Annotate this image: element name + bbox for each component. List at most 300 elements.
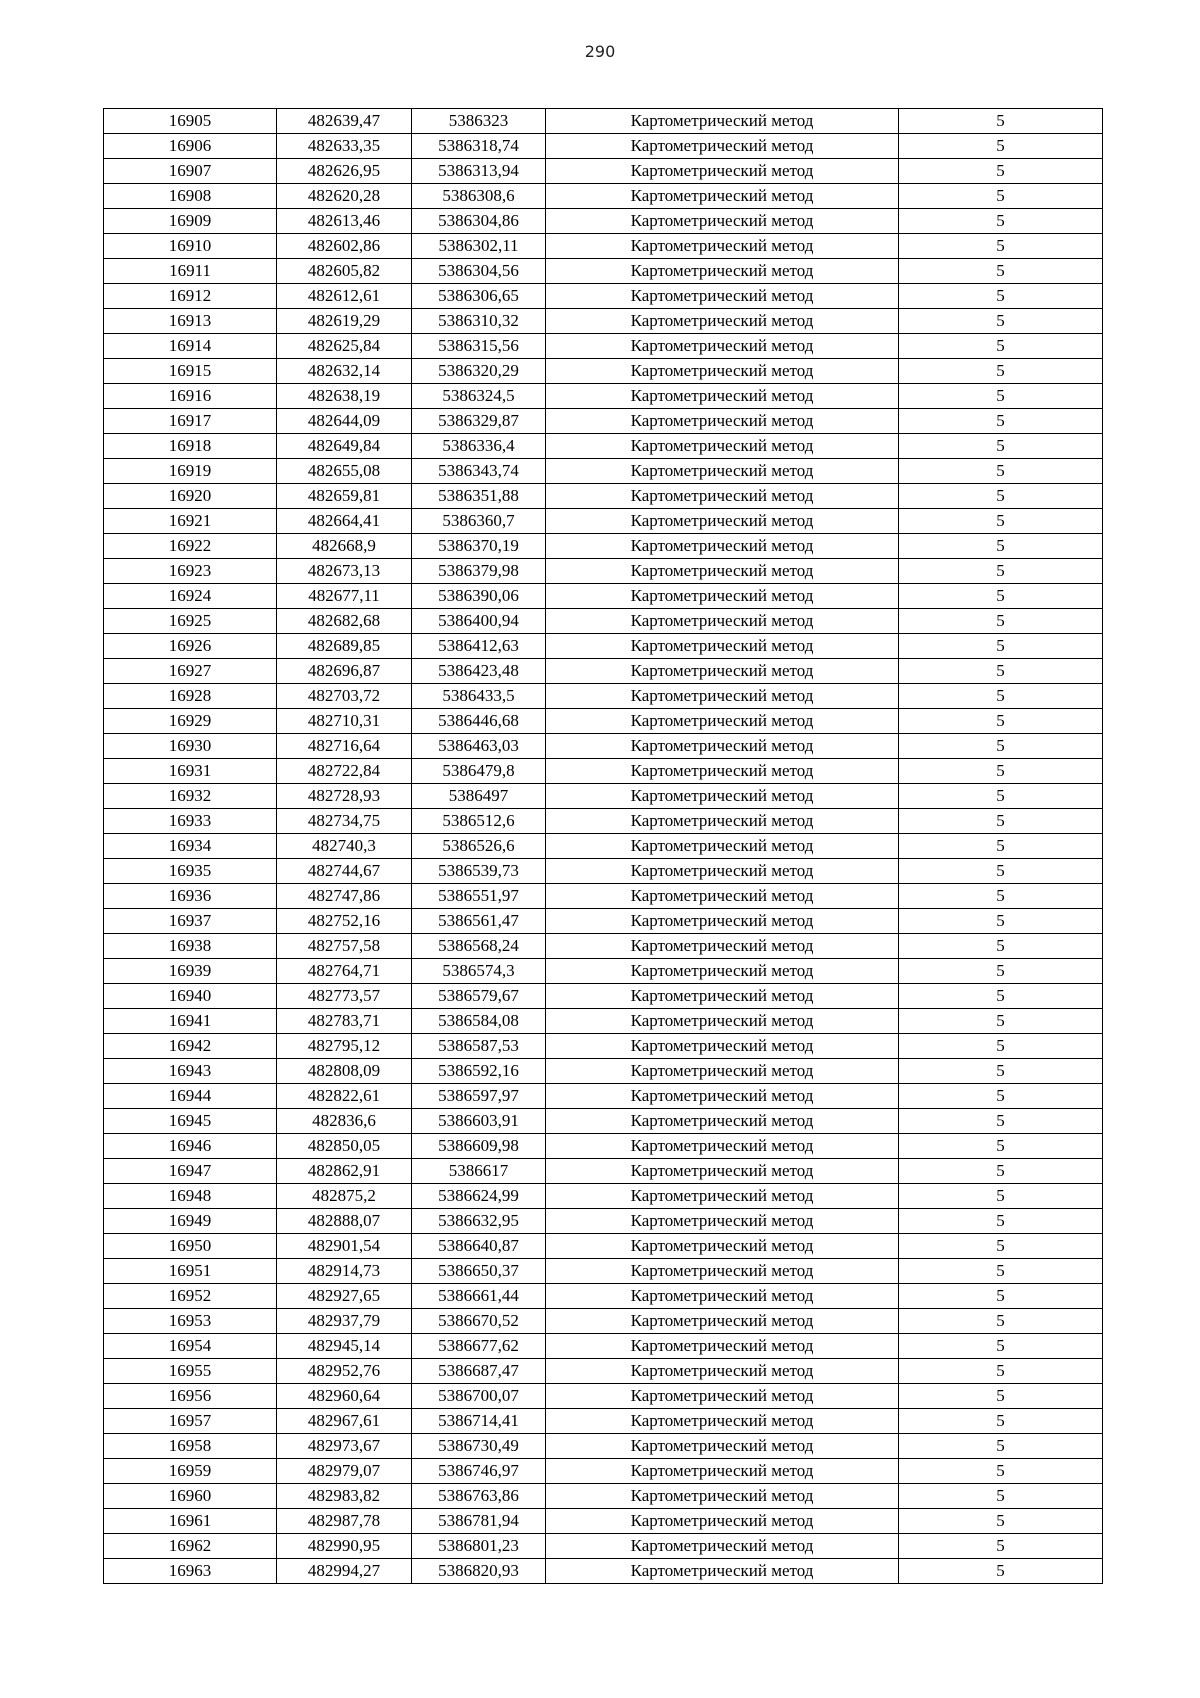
point-number-cell: 16915 <box>104 359 277 384</box>
accuracy-cell: 5 <box>899 834 1103 859</box>
table-row <box>104 1034 1103 1059</box>
y-coordinate-cell: 5386323 <box>412 109 546 134</box>
point-number-cell: 16924 <box>104 584 277 609</box>
point-number-cell: 16952 <box>104 1284 277 1309</box>
accuracy-cell: 5 <box>899 1034 1103 1059</box>
method-cell: Картометрический метод <box>546 1559 899 1584</box>
x-coordinate-cell: 482689,85 <box>277 634 412 659</box>
method-cell: Картометрический метод <box>546 134 899 159</box>
method-cell: Картометрический метод <box>546 109 899 134</box>
method-cell: Картометрический метод <box>546 184 899 209</box>
y-coordinate-cell: 5386603,91 <box>412 1109 546 1134</box>
accuracy-cell: 5 <box>899 934 1103 959</box>
x-coordinate-cell: 482773,57 <box>277 984 412 1009</box>
table-row <box>104 784 1103 809</box>
y-coordinate-cell: 5386390,06 <box>412 584 546 609</box>
y-coordinate-cell: 5386714,41 <box>412 1409 546 1434</box>
method-cell: Картометрический метод <box>546 659 899 684</box>
y-coordinate-cell: 5386320,29 <box>412 359 546 384</box>
x-coordinate-cell: 482888,07 <box>277 1209 412 1234</box>
x-coordinate-cell: 482605,82 <box>277 259 412 284</box>
point-number-cell: 16956 <box>104 1384 277 1409</box>
method-cell: Картометрический метод <box>546 634 899 659</box>
accuracy-cell: 5 <box>899 684 1103 709</box>
y-coordinate-cell: 5386670,52 <box>412 1309 546 1334</box>
x-coordinate-cell: 482952,76 <box>277 1359 412 1384</box>
x-coordinate-cell: 482625,84 <box>277 334 412 359</box>
y-coordinate-cell: 5386617 <box>412 1159 546 1184</box>
point-number-cell: 16906 <box>104 134 277 159</box>
point-number-cell: 16921 <box>104 509 277 534</box>
table-row <box>104 1559 1103 1584</box>
method-cell: Картометрический метод <box>546 1234 899 1259</box>
table-row <box>104 884 1103 909</box>
method-cell: Картометрический метод <box>546 934 899 959</box>
point-number-cell: 16926 <box>104 634 277 659</box>
y-coordinate-cell: 5386512,6 <box>412 809 546 834</box>
point-number-cell: 16931 <box>104 759 277 784</box>
point-number-cell: 16961 <box>104 1509 277 1534</box>
table-row <box>104 1434 1103 1459</box>
x-coordinate-cell: 482626,95 <box>277 159 412 184</box>
accuracy-cell: 5 <box>899 1459 1103 1484</box>
accuracy-cell: 5 <box>899 1434 1103 1459</box>
point-number-cell: 16914 <box>104 334 277 359</box>
method-cell: Картометрический метод <box>546 159 899 184</box>
point-number-cell: 16943 <box>104 1059 277 1084</box>
method-cell: Картометрический метод <box>546 1284 899 1309</box>
table-row <box>104 409 1103 434</box>
table-row <box>104 1209 1103 1234</box>
method-cell: Картометрический метод <box>546 1484 899 1509</box>
table-row <box>104 1409 1103 1434</box>
y-coordinate-cell: 5386433,5 <box>412 684 546 709</box>
point-number-cell: 16910 <box>104 234 277 259</box>
x-coordinate-cell: 482808,09 <box>277 1059 412 1084</box>
accuracy-cell: 5 <box>899 1559 1103 1584</box>
accuracy-cell: 5 <box>899 1509 1103 1534</box>
table-row <box>104 709 1103 734</box>
x-coordinate-cell: 482783,71 <box>277 1009 412 1034</box>
method-cell: Картометрический метод <box>546 709 899 734</box>
point-number-cell: 16939 <box>104 959 277 984</box>
method-cell: Картометрический метод <box>546 1384 899 1409</box>
x-coordinate-cell: 482703,72 <box>277 684 412 709</box>
method-cell: Картометрический метод <box>546 1509 899 1534</box>
x-coordinate-cell: 482602,86 <box>277 234 412 259</box>
point-number-cell: 16935 <box>104 859 277 884</box>
point-number-cell: 16946 <box>104 1134 277 1159</box>
x-coordinate-cell: 482990,95 <box>277 1534 412 1559</box>
method-cell: Картометрический метод <box>546 1134 899 1159</box>
accuracy-cell: 5 <box>899 1359 1103 1384</box>
accuracy-cell: 5 <box>899 884 1103 909</box>
method-cell: Картометрический метод <box>546 509 899 534</box>
method-cell: Картометрический метод <box>546 234 899 259</box>
y-coordinate-cell: 5386650,37 <box>412 1259 546 1284</box>
table-row <box>104 1459 1103 1484</box>
y-coordinate-cell: 5386412,63 <box>412 634 546 659</box>
method-cell: Картометрический метод <box>546 784 899 809</box>
method-cell: Картометрический метод <box>546 359 899 384</box>
table-row <box>104 484 1103 509</box>
accuracy-cell: 5 <box>899 1409 1103 1434</box>
accuracy-cell: 5 <box>899 709 1103 734</box>
x-coordinate-cell: 482632,14 <box>277 359 412 384</box>
accuracy-cell: 5 <box>899 1334 1103 1359</box>
x-coordinate-cell: 482740,3 <box>277 834 412 859</box>
point-number-cell: 16957 <box>104 1409 277 1434</box>
x-coordinate-cell: 482664,41 <box>277 509 412 534</box>
point-number-cell: 16947 <box>104 1159 277 1184</box>
accuracy-cell: 5 <box>899 159 1103 184</box>
method-cell: Картометрический метод <box>546 409 899 434</box>
method-cell: Картометрический метод <box>546 909 899 934</box>
y-coordinate-cell: 5386574,3 <box>412 959 546 984</box>
accuracy-cell: 5 <box>899 334 1103 359</box>
method-cell: Картометрический метод <box>546 309 899 334</box>
y-coordinate-cell: 5386640,87 <box>412 1234 546 1259</box>
point-number-cell: 16929 <box>104 709 277 734</box>
method-cell: Картометрический метод <box>546 259 899 284</box>
method-cell: Картометрический метод <box>546 484 899 509</box>
x-coordinate-cell: 482927,65 <box>277 1284 412 1309</box>
accuracy-cell: 5 <box>899 309 1103 334</box>
y-coordinate-cell: 5386313,94 <box>412 159 546 184</box>
table-row <box>104 859 1103 884</box>
page-number: 290 <box>584 42 616 61</box>
method-cell: Картометрический метод <box>546 459 899 484</box>
accuracy-cell: 5 <box>899 1209 1103 1234</box>
point-number-cell: 16911 <box>104 259 277 284</box>
y-coordinate-cell: 5386700,07 <box>412 1384 546 1409</box>
method-cell: Картометрический метод <box>546 1034 899 1059</box>
method-cell: Картометрический метод <box>546 584 899 609</box>
point-number-cell: 16948 <box>104 1184 277 1209</box>
method-cell: Картометрический метод <box>546 1534 899 1559</box>
table-row <box>104 1334 1103 1359</box>
y-coordinate-cell: 5386423,48 <box>412 659 546 684</box>
y-coordinate-cell: 5386763,86 <box>412 1484 546 1509</box>
point-number-cell: 16938 <box>104 934 277 959</box>
table-row <box>104 259 1103 284</box>
point-number-cell: 16918 <box>104 434 277 459</box>
y-coordinate-cell: 5386479,8 <box>412 759 546 784</box>
point-number-cell: 16959 <box>104 1459 277 1484</box>
table-row <box>104 1009 1103 1034</box>
y-coordinate-cell: 5386730,49 <box>412 1434 546 1459</box>
point-number-cell: 16941 <box>104 1009 277 1034</box>
method-cell: Картометрический метод <box>546 1309 899 1334</box>
method-cell: Картометрический метод <box>546 609 899 634</box>
method-cell: Картометрический метод <box>546 1209 899 1234</box>
point-number-cell: 16936 <box>104 884 277 909</box>
y-coordinate-cell: 5386497 <box>412 784 546 809</box>
point-number-cell: 16958 <box>104 1434 277 1459</box>
accuracy-cell: 5 <box>899 1009 1103 1034</box>
method-cell: Картометрический метод <box>546 1184 899 1209</box>
table-row <box>104 1259 1103 1284</box>
point-number-cell: 16905 <box>104 109 277 134</box>
accuracy-cell: 5 <box>899 759 1103 784</box>
x-coordinate-cell: 482901,54 <box>277 1234 412 1259</box>
accuracy-cell: 5 <box>899 284 1103 309</box>
y-coordinate-cell: 5386801,23 <box>412 1534 546 1559</box>
table-row <box>104 1109 1103 1134</box>
y-coordinate-cell: 5386308,6 <box>412 184 546 209</box>
accuracy-cell: 5 <box>899 259 1103 284</box>
point-number-cell: 16919 <box>104 459 277 484</box>
y-coordinate-cell: 5386324,5 <box>412 384 546 409</box>
y-coordinate-cell: 5386306,65 <box>412 284 546 309</box>
accuracy-cell: 5 <box>899 959 1103 984</box>
accuracy-cell: 5 <box>899 659 1103 684</box>
accuracy-cell: 5 <box>899 384 1103 409</box>
accuracy-cell: 5 <box>899 734 1103 759</box>
y-coordinate-cell: 5386632,95 <box>412 1209 546 1234</box>
point-number-cell: 16934 <box>104 834 277 859</box>
x-coordinate-cell: 482973,67 <box>277 1434 412 1459</box>
method-cell: Картометрический метод <box>546 559 899 584</box>
point-number-cell: 16907 <box>104 159 277 184</box>
table-row <box>104 334 1103 359</box>
method-cell: Картометрический метод <box>546 1009 899 1034</box>
y-coordinate-cell: 5386379,98 <box>412 559 546 584</box>
x-coordinate-cell: 482836,6 <box>277 1109 412 1134</box>
x-coordinate-cell: 482983,82 <box>277 1484 412 1509</box>
point-number-cell: 16953 <box>104 1309 277 1334</box>
table-row <box>104 184 1103 209</box>
x-coordinate-cell: 482914,73 <box>277 1259 412 1284</box>
point-number-cell: 16922 <box>104 534 277 559</box>
y-coordinate-cell: 5386687,47 <box>412 1359 546 1384</box>
accuracy-cell: 5 <box>899 584 1103 609</box>
y-coordinate-cell: 5386551,97 <box>412 884 546 909</box>
accuracy-cell: 5 <box>899 134 1103 159</box>
method-cell: Картометрический метод <box>546 984 899 1009</box>
point-number-cell: 16932 <box>104 784 277 809</box>
y-coordinate-cell: 5386597,97 <box>412 1084 546 1109</box>
table-row <box>104 1509 1103 1534</box>
y-coordinate-cell: 5386463,03 <box>412 734 546 759</box>
y-coordinate-cell: 5386609,98 <box>412 1134 546 1159</box>
accuracy-cell: 5 <box>899 609 1103 634</box>
accuracy-cell: 5 <box>899 1309 1103 1334</box>
x-coordinate-cell: 482757,58 <box>277 934 412 959</box>
point-number-cell: 16955 <box>104 1359 277 1384</box>
table-row <box>104 284 1103 309</box>
accuracy-cell: 5 <box>899 109 1103 134</box>
x-coordinate-cell: 482696,87 <box>277 659 412 684</box>
y-coordinate-cell: 5386677,62 <box>412 1334 546 1359</box>
x-coordinate-cell: 482728,93 <box>277 784 412 809</box>
table-row <box>104 609 1103 634</box>
y-coordinate-cell: 5386310,32 <box>412 309 546 334</box>
table-row <box>104 109 1103 134</box>
accuracy-cell: 5 <box>899 1059 1103 1084</box>
x-coordinate-cell: 482619,29 <box>277 309 412 334</box>
table-row <box>104 959 1103 984</box>
point-number-cell: 16913 <box>104 309 277 334</box>
point-number-cell: 16925 <box>104 609 277 634</box>
table-row <box>104 534 1103 559</box>
coordinates-table-body <box>104 109 1103 1584</box>
method-cell: Картометрический метод <box>546 1359 899 1384</box>
x-coordinate-cell: 482875,2 <box>277 1184 412 1209</box>
y-coordinate-cell: 5386539,73 <box>412 859 546 884</box>
accuracy-cell: 5 <box>899 1184 1103 1209</box>
point-number-cell: 16945 <box>104 1109 277 1134</box>
y-coordinate-cell: 5386343,74 <box>412 459 546 484</box>
method-cell: Картометрический метод <box>546 284 899 309</box>
table-row <box>104 834 1103 859</box>
accuracy-cell: 5 <box>899 209 1103 234</box>
accuracy-cell: 5 <box>899 809 1103 834</box>
y-coordinate-cell: 5386315,56 <box>412 334 546 359</box>
method-cell: Картометрический метод <box>546 1409 899 1434</box>
accuracy-cell: 5 <box>899 509 1103 534</box>
table-row <box>104 1309 1103 1334</box>
y-coordinate-cell: 5386781,94 <box>412 1509 546 1534</box>
method-cell: Картометрический метод <box>546 1059 899 1084</box>
accuracy-cell: 5 <box>899 459 1103 484</box>
method-cell: Картометрический метод <box>546 1459 899 1484</box>
accuracy-cell: 5 <box>899 409 1103 434</box>
x-coordinate-cell: 482655,08 <box>277 459 412 484</box>
x-coordinate-cell: 482764,71 <box>277 959 412 984</box>
table-row <box>104 934 1103 959</box>
accuracy-cell: 5 <box>899 1384 1103 1409</box>
table-row <box>104 434 1103 459</box>
method-cell: Картометрический метод <box>546 1084 899 1109</box>
y-coordinate-cell: 5386304,86 <box>412 209 546 234</box>
table-row <box>104 984 1103 1009</box>
table-row <box>104 684 1103 709</box>
table-row <box>104 634 1103 659</box>
y-coordinate-cell: 5386351,88 <box>412 484 546 509</box>
point-number-cell: 16923 <box>104 559 277 584</box>
x-coordinate-cell: 482620,28 <box>277 184 412 209</box>
x-coordinate-cell: 482862,91 <box>277 1159 412 1184</box>
y-coordinate-cell: 5386587,53 <box>412 1034 546 1059</box>
point-number-cell: 16908 <box>104 184 277 209</box>
table-row <box>104 359 1103 384</box>
x-coordinate-cell: 482795,12 <box>277 1034 412 1059</box>
x-coordinate-cell: 482644,09 <box>277 409 412 434</box>
coordinates-table <box>103 108 1103 1584</box>
x-coordinate-cell: 482987,78 <box>277 1509 412 1534</box>
method-cell: Картометрический метод <box>546 534 899 559</box>
y-coordinate-cell: 5386584,08 <box>412 1009 546 1034</box>
x-coordinate-cell: 482612,61 <box>277 284 412 309</box>
point-number-cell: 16933 <box>104 809 277 834</box>
y-coordinate-cell: 5386336,4 <box>412 434 546 459</box>
accuracy-cell: 5 <box>899 1109 1103 1134</box>
y-coordinate-cell: 5386820,93 <box>412 1559 546 1584</box>
method-cell: Картометрический метод <box>546 809 899 834</box>
point-number-cell: 16962 <box>104 1534 277 1559</box>
point-number-cell: 16951 <box>104 1259 277 1284</box>
x-coordinate-cell: 482967,61 <box>277 1409 412 1434</box>
method-cell: Картометрический метод <box>546 834 899 859</box>
x-coordinate-cell: 482659,81 <box>277 484 412 509</box>
x-coordinate-cell: 482747,86 <box>277 884 412 909</box>
point-number-cell: 16954 <box>104 1334 277 1359</box>
accuracy-cell: 5 <box>899 559 1103 584</box>
x-coordinate-cell: 482716,64 <box>277 734 412 759</box>
point-number-cell: 16912 <box>104 284 277 309</box>
method-cell: Картометрический метод <box>546 1259 899 1284</box>
x-coordinate-cell: 482945,14 <box>277 1334 412 1359</box>
point-number-cell: 16909 <box>104 209 277 234</box>
x-coordinate-cell: 482734,75 <box>277 809 412 834</box>
y-coordinate-cell: 5386526,6 <box>412 834 546 859</box>
accuracy-cell: 5 <box>899 1534 1103 1559</box>
point-number-cell: 16963 <box>104 1559 277 1584</box>
table-row <box>104 1534 1103 1559</box>
accuracy-cell: 5 <box>899 1234 1103 1259</box>
y-coordinate-cell: 5386370,19 <box>412 534 546 559</box>
point-number-cell: 16927 <box>104 659 277 684</box>
point-number-cell: 16942 <box>104 1034 277 1059</box>
table-row <box>104 1234 1103 1259</box>
table-row <box>104 1159 1103 1184</box>
point-number-cell: 16930 <box>104 734 277 759</box>
method-cell: Картометрический метод <box>546 384 899 409</box>
method-cell: Картометрический метод <box>546 434 899 459</box>
accuracy-cell: 5 <box>899 909 1103 934</box>
y-coordinate-cell: 5386304,56 <box>412 259 546 284</box>
accuracy-cell: 5 <box>899 484 1103 509</box>
table-row <box>104 234 1103 259</box>
x-coordinate-cell: 482668,9 <box>277 534 412 559</box>
y-coordinate-cell: 5386329,87 <box>412 409 546 434</box>
table-row <box>104 1484 1103 1509</box>
point-number-cell: 16917 <box>104 409 277 434</box>
table-row <box>104 559 1103 584</box>
table-row <box>104 509 1103 534</box>
x-coordinate-cell: 482994,27 <box>277 1559 412 1584</box>
table-row <box>104 134 1103 159</box>
table-row <box>104 209 1103 234</box>
table-row <box>104 1184 1103 1209</box>
x-coordinate-cell: 482633,35 <box>277 134 412 159</box>
x-coordinate-cell: 482822,61 <box>277 1084 412 1109</box>
x-coordinate-cell: 482850,05 <box>277 1134 412 1159</box>
point-number-cell: 16928 <box>104 684 277 709</box>
y-coordinate-cell: 5386446,68 <box>412 709 546 734</box>
point-number-cell: 16920 <box>104 484 277 509</box>
table-row <box>104 659 1103 684</box>
y-coordinate-cell: 5386624,99 <box>412 1184 546 1209</box>
point-number-cell: 16937 <box>104 909 277 934</box>
table-row <box>104 734 1103 759</box>
y-coordinate-cell: 5386318,74 <box>412 134 546 159</box>
accuracy-cell: 5 <box>899 784 1103 809</box>
table-row <box>104 1059 1103 1084</box>
table-row <box>104 909 1103 934</box>
table-row <box>104 1284 1103 1309</box>
y-coordinate-cell: 5386360,7 <box>412 509 546 534</box>
table-row <box>104 159 1103 184</box>
method-cell: Картометрический метод <box>546 759 899 784</box>
accuracy-cell: 5 <box>899 859 1103 884</box>
method-cell: Картометрический метод <box>546 1109 899 1134</box>
accuracy-cell: 5 <box>899 359 1103 384</box>
y-coordinate-cell: 5386302,11 <box>412 234 546 259</box>
point-number-cell: 16949 <box>104 1209 277 1234</box>
x-coordinate-cell: 482744,67 <box>277 859 412 884</box>
